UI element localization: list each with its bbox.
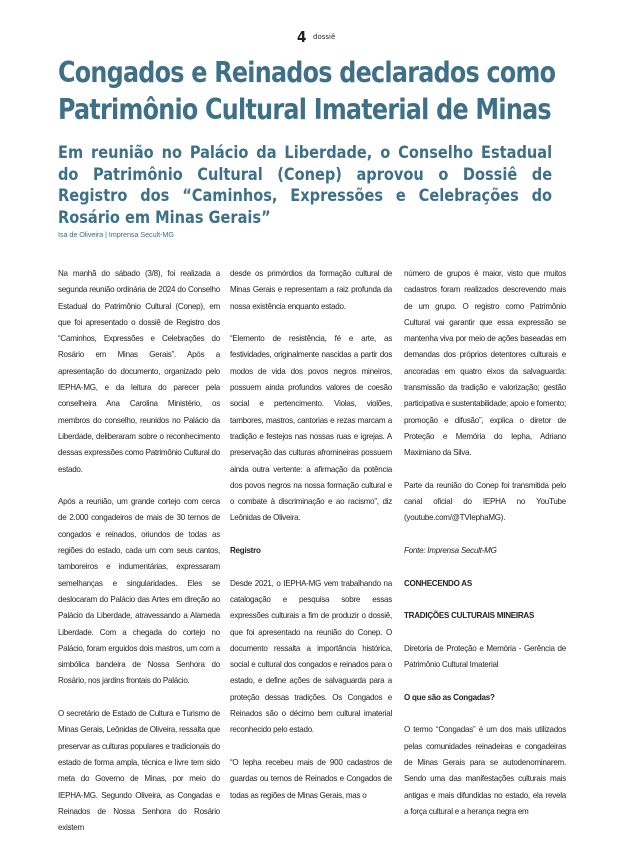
body-paragraph: O termo “Congadas” é um dos mais utilizados pelas comunidades reinadeiras e congadeiras de Minas Gerais para se autodenominarem. Sendo uma das manifestações culturais mais antigas e mais difundidas no estado, ela revela a força cultural e a herança negra em: [404, 725, 566, 816]
body-paragraph: número de grupos é maior, visto que muitos cadastros foram realizados descrevendo mais de um grupo. O registro como Patrimônio Cultural vai garantir que essa expressão se mantenha viva por meio de ações baseadas em demandas dos próprios detentores culturais e ancoradas em quatro eixos da salvaguarda: transmissão da tradição e valorização; gestão participativa e sustentabilidade; apoio e fomento; promoção e difusão”, explica o diretor de Proteção e Memória do Iepha, Adriano Maximiano da Silva.: [404, 269, 566, 458]
section-label: dossiê: [313, 33, 336, 41]
quote-paragraph: “Elemento de resistência, fé e arte, as festividades, originalmente nascidas a partir dos modos de vida dos povos negros mineiros, possuem ainda profundos valores de coesão social e pertencimento. Violas, violões, tambores, mastros, cantorias e rezas marcam a tradição e festejos nas nossas ruas e igrejas. A preservação das culturas afromineiras possuem ainda outra vertente: a afirmação da potência dos povos negros na nossa formação cultural e o combate à discriminação e ao racismo”, diz Leônidas de Oliveira.: [230, 334, 392, 523]
column-2: [230, 266, 392, 820]
article-deck: Em reunião no Palácio da Liberdade, o Conselho Estadual do Patrimônio Cultural (Conep) aprovou o Dossiê de Registro dos “Caminhos, Expressões e Celebrações do Rosário em Minas Gerais”: [58, 142, 553, 227]
source-note: Fonte: Imprensa Secult-MG: [404, 546, 497, 556]
body-paragraph: “O Iepha recebeu mais de 900 cadastros de guardas ou ternos de Reinados e Congados de todas as regiões de Minas Gerais, mas o: [230, 757, 392, 800]
body-paragraph: Parte da reunião do Conep foi transmitida pelo canal oficial do IEPHA no YouTube (youtube.com/@TVIephaMG).: [404, 480, 566, 523]
body-paragraph: O secretário de Estado de Cultura e Turismo de Minas Gerais, Leônidas de Oliveira, ressalta que preservar as culturas populares e tradicionais do estado de forma ampla, técnica e livre tem sido meta do Governo de Minas, por meio do IEPHA-MG. Segundo Oliveira, as Congadas e Reinados de Nossa Senhora do Rosário existem: [58, 709, 220, 833]
sidebar-kicker: [404, 576, 566, 625]
column-1: [58, 266, 220, 853]
body-paragraph: Após a reunião, um grande cortejo com cerca de 2.000 congadeiros de mais de 30 ternos de congados e reinados, oriundos de todas as regiões do estado, cada um com seus cantos, tamboreiros e indumentárias, expressaram semelhanças e singularidades. Eles se deslocaram do Palácio das Artes em direção ao Palácio da Liberdade, atravessando a Alameda Liberdade. Com a chegada do cortejo no Palácio, foram erguidos dois mastros, um com a simbólica bandeira de Nossa Senhora do Rosário, nos jardins frontais do Palácio.: [58, 497, 220, 686]
kicker-line-1: CONHECENDO AS: [404, 578, 472, 588]
sidebar-byline: Diretoria de Proteção e Memória - Gerência de Patrimônio Cultural Imaterial: [404, 643, 566, 670]
body-paragraph: desde os primórdios da formação cultural de Minas Gerais e representam a raiz profunda da nossa existência enquanto estado.: [230, 269, 392, 311]
kicker-line-2: TRADIÇÕES CULTURAIS MINEIRAS: [404, 611, 535, 621]
article-headline: [58, 54, 556, 128]
subheading-question: O que são as Congadas?: [404, 692, 495, 702]
body-paragraph: Desde 2021, o IEPHA-MG vem trabalhando na catalogação e pesquisa sobre essas expressões culturais a fim de produzir o dossiê, que foi apresentado na reunião do Conep. O documento ressalta a importância histórica, social e cultural dos congados e reinados para o estado, e define ações de salvaguarda para a proteção dessas tradições. Os Congados e Reinados são o décimo bem cultural imaterial reconhecido pelo estado.: [230, 578, 392, 735]
subheading-registro: Registro: [230, 546, 261, 556]
body-paragraph: Na manhã do sábado (3/8), foi realizada a segunda reunião ordinária de 2024 do Conselho Estadual do Patrimônio Cultural (Conep), em que foi apresentado o dossiê de Registro dos “Caminhos, Expressões e Celebrações do Rosário em Minas Gerais”. Após a apresentação do documento, organizado pelo IEPHA-MG, e da leitura do parecer pela conselheira Ana Carolina Ministério, os membros do conselho, reunidos no Palácio da Liberdade, deliberaram sobre o reconhecimento dessas expressões como Patrimônio Cultural do estado.: [58, 269, 220, 474]
page-number: 4: [297, 28, 307, 46]
column-3: [404, 266, 566, 836]
headline-line-2: Patrimônio Cultural Imaterial de Minas: [58, 93, 551, 126]
author-credit: Isa de Oliveira | Imprensa Secult-MG: [58, 230, 174, 239]
headline-line-1: Congados e Reinados declarados como: [58, 56, 556, 89]
